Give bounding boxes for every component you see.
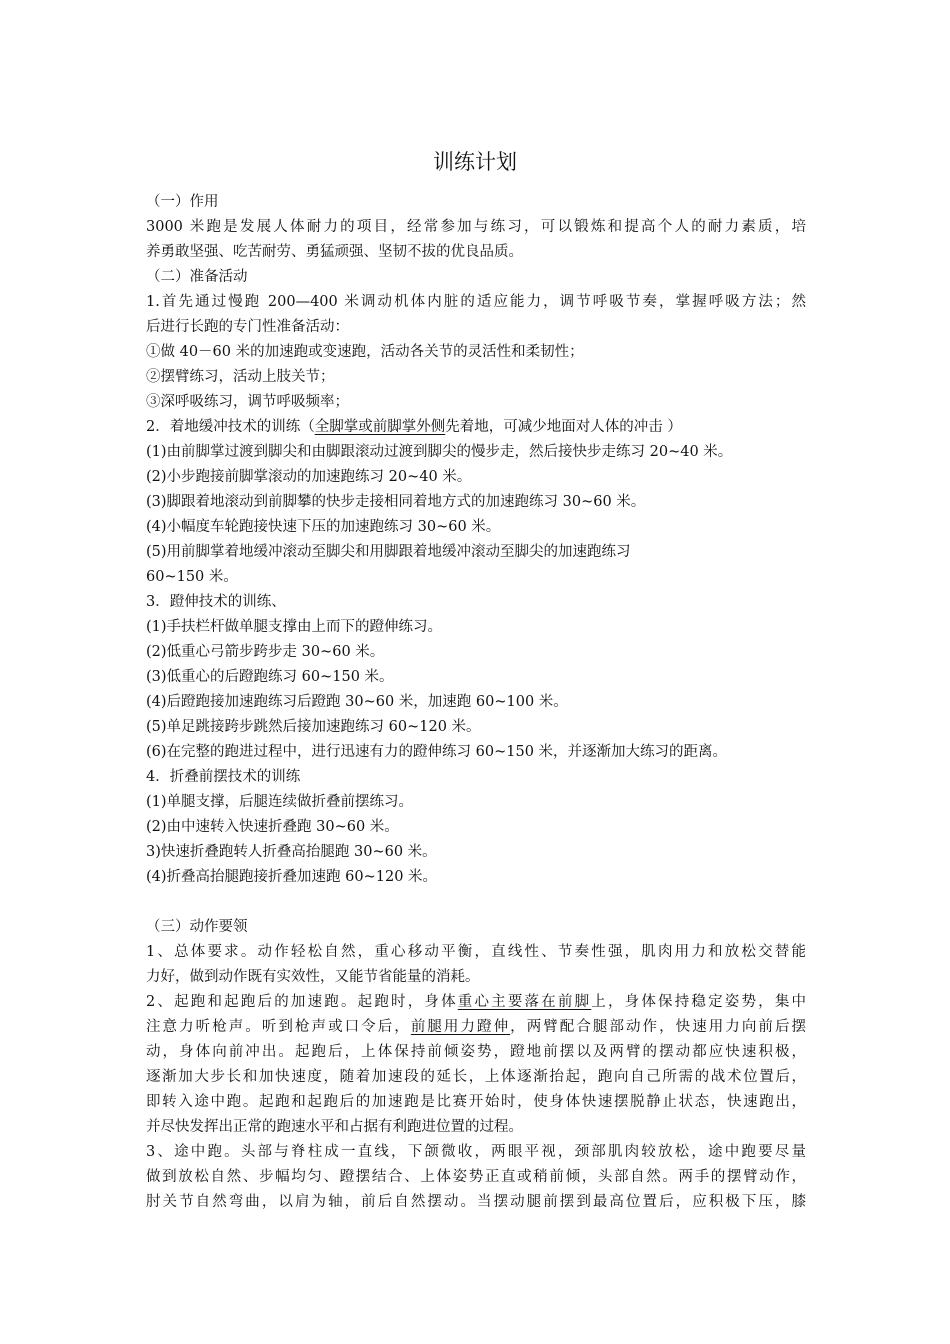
list-item: (3)低重心的后蹬跑练习 60~150 米。 [146,669,394,685]
paragraph-line: 3000 米跑是发展人体耐力的项目，经常参加与练习，可以锻炼和提高个人的耐力素质，培 [146,219,806,235]
paragraph-line: 3、途中跑。头部与脊柱成一直线，下颌微收，两眼平视，颈部肌肉较放松，途中跑要尽量 [146,1144,806,1160]
paragraph-line: 动，身体向前冲出。起跑后，上体保持前倾姿势，蹬地前摆以及两臂的摆动都应快速积极， [146,1044,806,1060]
text-span: 上，身体保持稳定姿势，集中 [591,994,807,1010]
list-item: (1)单腿支撑，后腿连续做折叠前摆练习。 [146,794,414,810]
text-span: 2．着地缓冲技术的训练（ [146,419,315,435]
underlined-text: 重心主要落在前脚 [457,994,592,1010]
section-heading-warmup: （二）准备活动 [146,269,248,285]
paragraph-line: 逐渐加大步长和加快速度，随着加速段的延长，上体逐渐抬起，跑向自己所需的战术位置后， [146,1069,806,1085]
section-heading-key-points: （三）动作要领 [146,919,248,935]
list-item: (2)由中速转入快速折叠跑 30~60 米。 [146,819,399,835]
subsection-heading-landing [146,416,682,438]
paragraph-line: 1.首先通过慢跑 200—400 米调动机体内脏的适应能力，调节呼吸节奏，掌握呼吸方法；然 [146,294,806,310]
text-span: 先着地，可减少地面对人体的冲击 ） [445,419,682,435]
list-item: (3)脚跟着地滚动到前脚攀的快步走接相同着地方式的加速跑练习 30~60 米。 [146,494,646,510]
list-item: ②摆臂练习，活动上肢关节； [146,369,335,385]
list-item: 60~150 米。 [146,569,238,585]
list-item: (4)小幅度车轮跑接快速下压的加速跑练习 30~60 米。 [146,519,501,535]
subsection-heading-fold-swing: 4．折叠前摆技术的训练 [146,769,301,785]
paragraph-line: 力好，做到动作既有实效性，又能节省能量的消耗。 [146,969,480,985]
list-item: (2)小步跑接前脚掌滚动的加速跑练习 20~40 米。 [146,469,472,485]
list-item: (4)折叠高抬腿跑接折叠加速跑 60~120 米。 [146,869,438,885]
list-item: ③深呼吸练习，调节呼吸频率； [146,394,349,410]
list-item: (4)后蹬跑接加速跑练习后蹬跑 30~60 米，加速跑 60~100 米。 [146,694,568,710]
paragraph-line: 后进行长跑的专门性准备活动： [146,319,349,335]
paragraph-line: 肘关节自然弯曲，以肩为轴，前后自然摆动。当摆动腿前摆到最高位置后，应积极下压，膝 [146,1194,806,1210]
text-span: 注意力听枪声。听到枪声或口令后， [146,1019,411,1035]
paragraph-line: 1、总体要求。动作轻松自然，重心移动平衡，直线性、节奏性强，肌肉用力和放松交替能 [146,944,806,960]
list-item: (2)低重心弓箭步跨步走 30~60 米。 [146,644,385,660]
paragraph-line [146,991,806,1013]
paragraph-line [146,1016,806,1038]
underlined-text: 前腿用力蹬伸 [410,1019,511,1035]
text-span: ，两臂配合腿部动作，快速用力向前后摆 [510,1019,807,1035]
document-title: 训练计划 [433,150,517,174]
list-item: (5)用前脚掌着地缓冲滚动至脚尖和用脚跟着地缓冲滚动至脚尖的加速跑练习 [146,544,631,560]
list-item: ①做 40－60 米的加速跑或变速跑，活动各关节的灵活性和柔韧性； [146,344,584,360]
paragraph-line: 即转入途中跑。起跑和起跑后的加速跑是比赛开始时，使身体快速摆脱静止状态，快速跑出， [146,1094,806,1110]
paragraph-line: 做到放松自然、步幅均匀、蹬摆结合、上体姿势正直或稍前倾，头部自然。两手的摆臂动作， [146,1169,806,1185]
list-item: (1)手扶栏杆做单腿支撑由上而下的蹬伸练习。 [146,619,443,635]
list-item: (5)单足跳接跨步跳然后接加速跑练习 60~120 米。 [146,719,481,735]
section-heading-purpose: （一）作用 [146,194,219,210]
underlined-text: 全脚掌或前脚掌外侧 [314,419,446,435]
text-span: 2、起跑和起跑后的加速跑。起跑时，身体 [146,994,458,1010]
subsection-heading-push-off: 3．蹬伸技术的训练、 [146,594,286,610]
paragraph-line: 并尽快发挥出正常的跑速水平和占据有利跑进位置的过程。 [146,1119,523,1135]
paragraph-line: 养勇敢坚强、吃苦耐劳、勇猛顽强、坚韧不拔的优良品质。 [146,244,523,260]
list-item: (1)由前脚掌过渡到脚尖和由脚跟滚动过渡到脚尖的慢步走，然后接快步走练习 20~40 米。 [146,444,733,460]
list-item: 3)快速折叠跑转人折叠高抬腿跑 30~60 米。 [146,844,437,860]
list-item: (6)在完整的跑进过程中，进行迅速有力的蹬伸练习 60~150 米，并逐渐加大练习的距离。 [146,744,728,760]
